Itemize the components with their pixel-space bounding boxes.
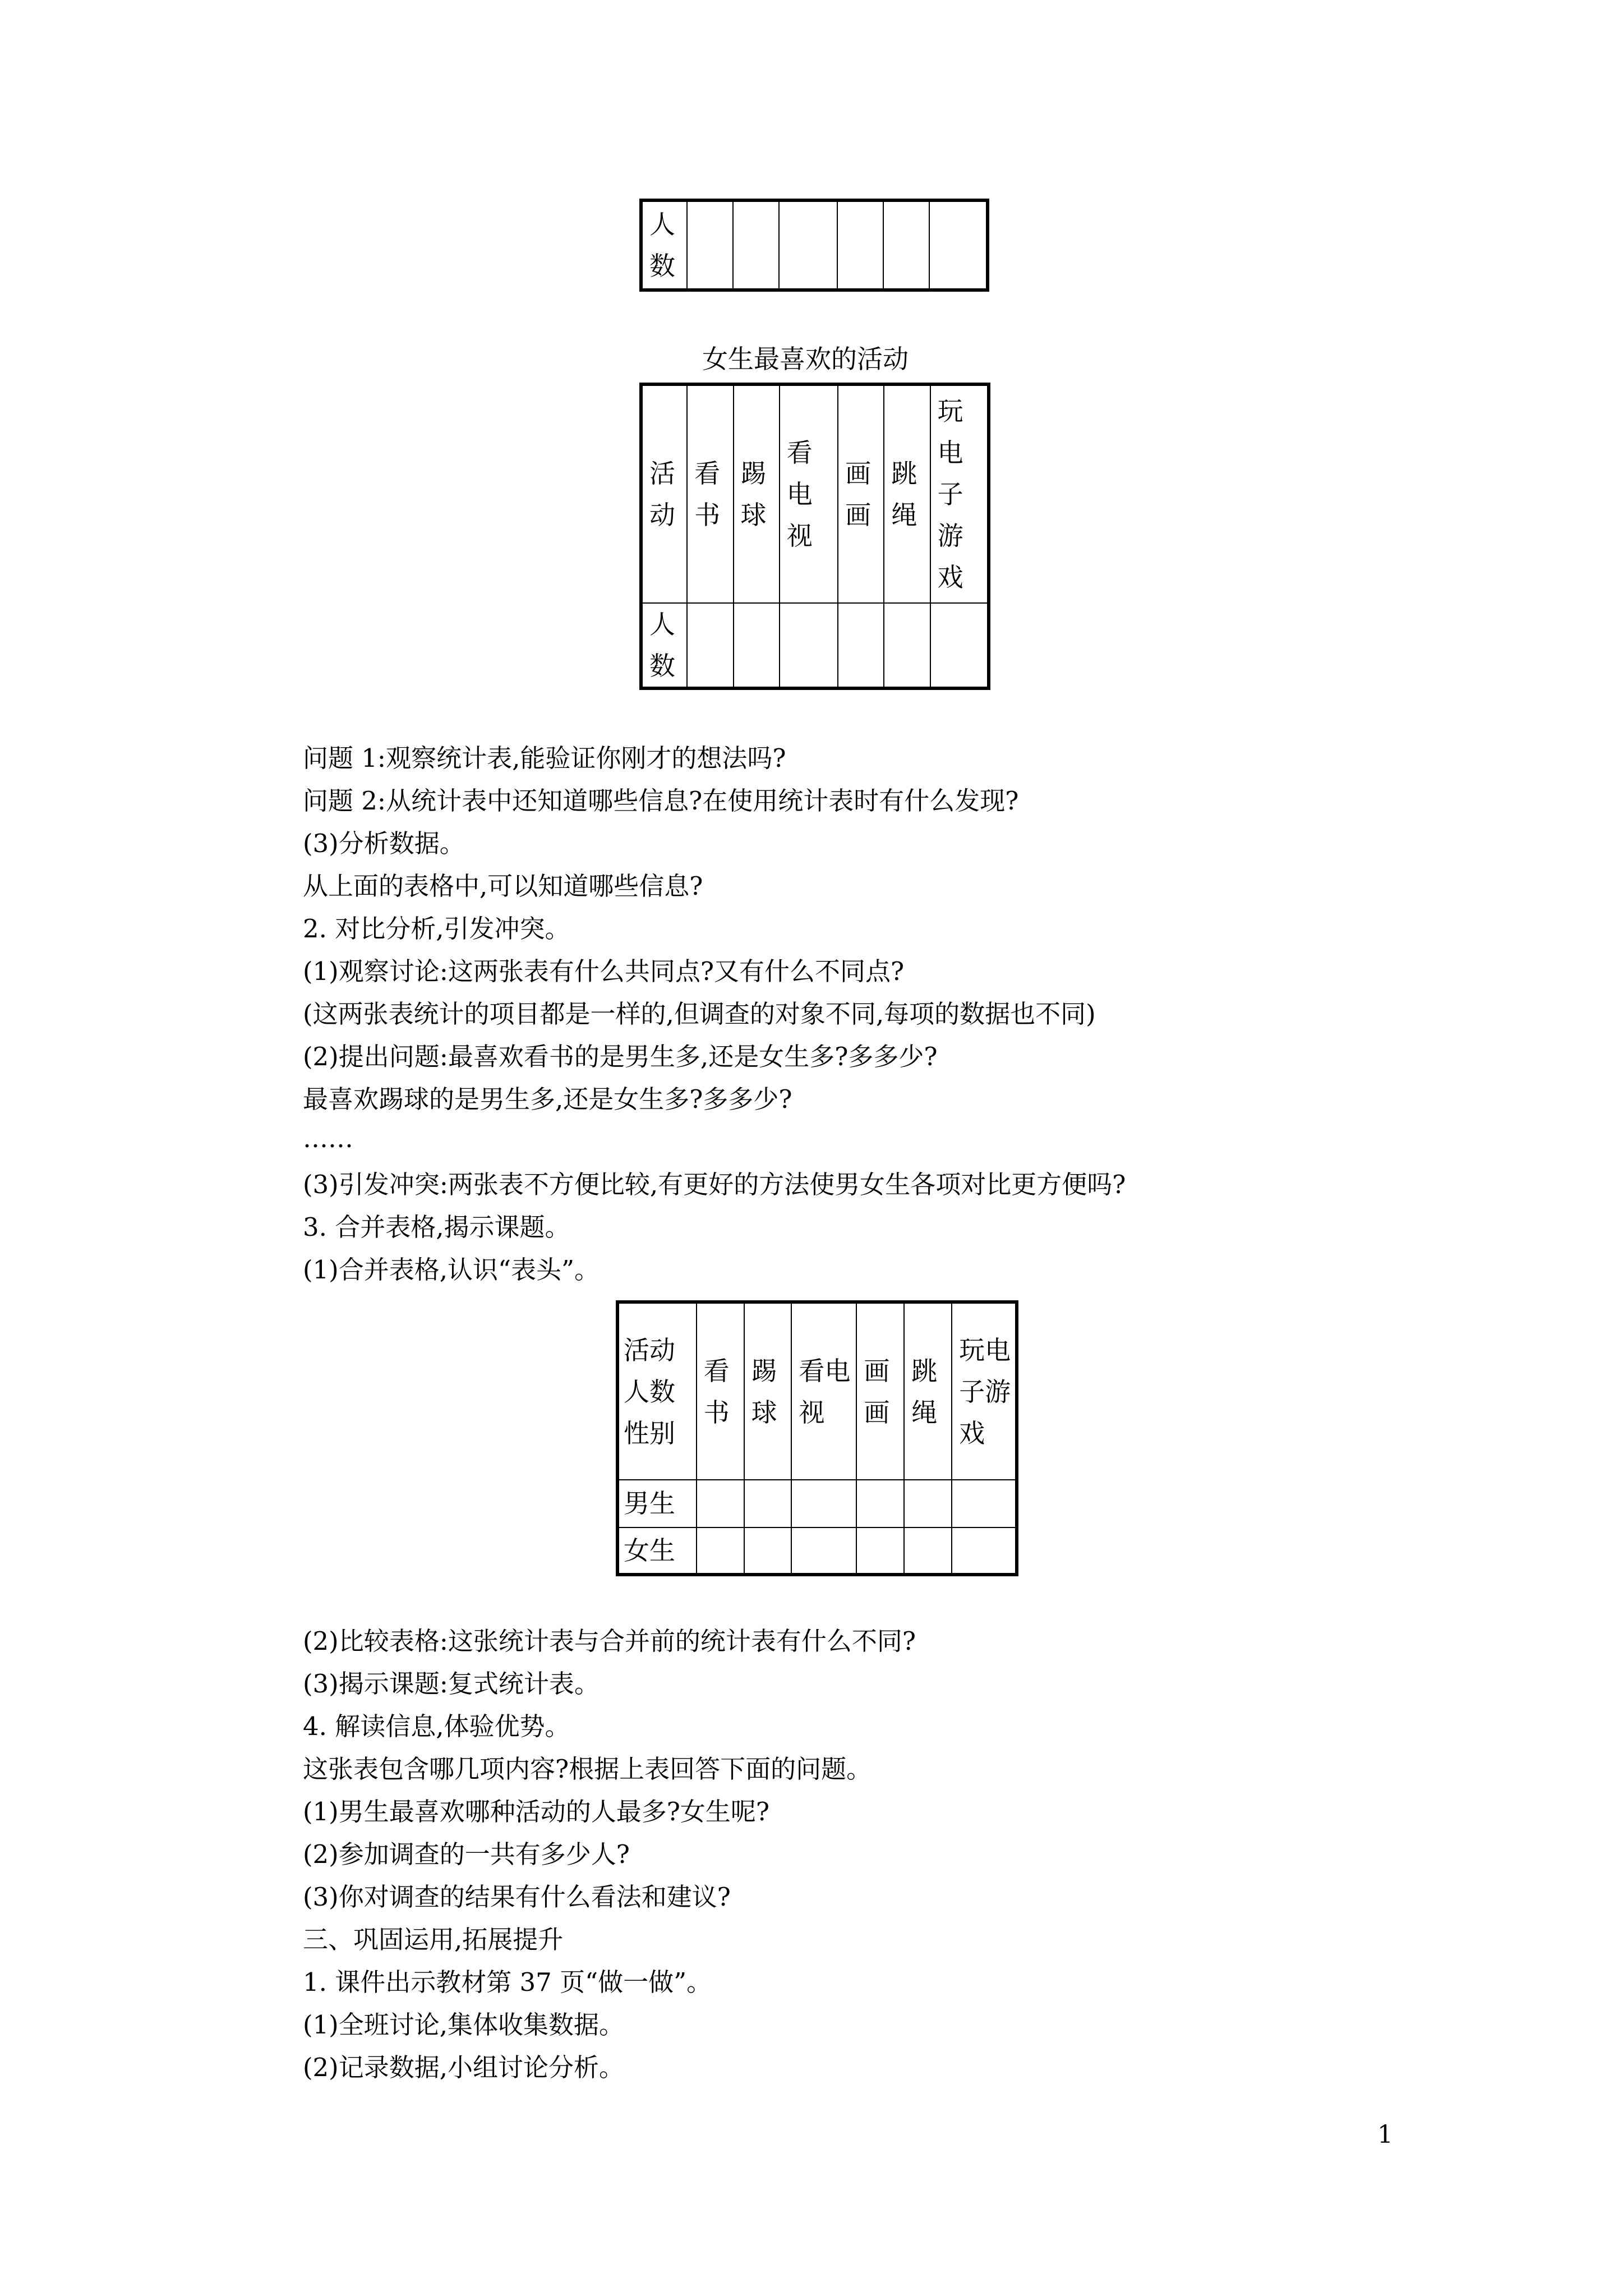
text-line: 2. 对比分析,引发冲突。 bbox=[303, 914, 570, 944]
text-line: (3)分析数据。 bbox=[303, 829, 465, 858]
empty-cell bbox=[791, 1480, 856, 1527]
text-line: 4. 解读信息,体验优势。 bbox=[303, 1711, 570, 1741]
empty-cell bbox=[744, 1480, 792, 1527]
activity-cell: 玩电子游戏 bbox=[952, 1302, 1017, 1480]
empty-cell bbox=[697, 1527, 744, 1575]
activity-cell: 跳绳 bbox=[904, 1302, 952, 1480]
empty-cell bbox=[904, 1527, 952, 1575]
activity-cell: 画画 bbox=[838, 384, 884, 603]
empty-cell bbox=[837, 200, 883, 290]
empty-cell bbox=[780, 603, 838, 688]
empty-cell bbox=[687, 603, 733, 688]
empty-cell bbox=[697, 1480, 744, 1527]
activity-cell: 看电视 bbox=[791, 1302, 856, 1480]
activity-cell: 看书 bbox=[687, 384, 733, 603]
text-line: (3)揭示课题:复式统计表。 bbox=[303, 1669, 600, 1699]
empty-cell bbox=[929, 200, 988, 290]
empty-cell bbox=[883, 200, 929, 290]
text-line: 问题 1:观察统计表,能验证你刚才的想法吗? bbox=[303, 743, 786, 773]
empty-cell bbox=[856, 1480, 904, 1527]
header-activity: 活动 bbox=[641, 384, 687, 603]
text-line: (1)全班讨论,集体收集数据。 bbox=[303, 2010, 625, 2040]
empty-cell bbox=[744, 1527, 792, 1575]
text-line: (2)比较表格:这张统计表与合并前的统计表有什么不同? bbox=[303, 1626, 916, 1656]
top-table bbox=[639, 199, 989, 292]
activity-cell: 玩电子游戏 bbox=[930, 384, 989, 603]
activity-cell: 看书 bbox=[697, 1302, 744, 1480]
girls-table-caption: 女生最喜欢的活动 bbox=[702, 344, 909, 374]
text-line: (2)提出问题:最喜欢看书的是男生多,还是女生多?多多少? bbox=[303, 1042, 938, 1071]
empty-cell bbox=[952, 1527, 1017, 1575]
text-line: (这两张表统计的项目都是一样的,但调查的对象不同,每项的数据也不同) bbox=[303, 999, 1096, 1029]
text-line: 从上面的表格中,可以知道哪些信息? bbox=[303, 871, 703, 901]
text-line: 最喜欢踢球的是男生多,还是女生多?多多少? bbox=[303, 1084, 792, 1114]
text-line: 1. 课件出示教材第 37 页“做一做”。 bbox=[303, 1967, 712, 1997]
text-line: (1)观察讨论:这两张表有什么共同点?又有什么不同点? bbox=[303, 956, 905, 986]
header-gender: 性别 bbox=[624, 1418, 675, 1448]
text-line: …… bbox=[303, 1124, 353, 1153]
empty-cell bbox=[779, 200, 837, 290]
activity-cell: 踢球 bbox=[744, 1302, 792, 1480]
text-line: (3)引发冲突:两张表不方便比较,有更好的方法使男女生各项对比更方便吗? bbox=[303, 1170, 1126, 1199]
empty-cell bbox=[734, 603, 780, 688]
text-line: 3. 合并表格,揭示课题。 bbox=[303, 1212, 570, 1242]
row-label-girls: 女生 bbox=[617, 1527, 697, 1575]
activity-cell: 踢球 bbox=[734, 384, 780, 603]
text-line: (1)男生最喜欢哪种活动的人最多?女生呢? bbox=[303, 1797, 769, 1826]
empty-cell bbox=[687, 200, 733, 290]
empty-cell bbox=[952, 1480, 1017, 1527]
text-line: (1)合并表格,认识“表头”。 bbox=[303, 1255, 600, 1285]
empty-cell bbox=[904, 1480, 952, 1527]
empty-cell bbox=[856, 1527, 904, 1575]
empty-cell bbox=[791, 1527, 856, 1575]
text-line: 这张表包含哪几项内容?根据上表回答下面的问题。 bbox=[303, 1754, 872, 1784]
activity-cell: 跳绳 bbox=[884, 384, 930, 603]
empty-cell bbox=[930, 603, 989, 688]
text-line: 问题 2:从统计表中还知道哪些信息?在使用统计表时有什么发现? bbox=[303, 786, 1019, 816]
text-line: (3)你对调查的结果有什么看法和建议? bbox=[303, 1882, 731, 1912]
table-header-cell bbox=[617, 1302, 697, 1480]
row-label-count: 人数 bbox=[641, 200, 687, 290]
row-label-boys: 男生 bbox=[617, 1480, 697, 1527]
activity-cell: 看电视 bbox=[780, 384, 838, 603]
text-line: (2)参加调查的一共有多少人? bbox=[303, 1839, 630, 1869]
empty-cell bbox=[733, 200, 779, 290]
activity-cell: 画画 bbox=[856, 1302, 904, 1480]
header-count: 人数 bbox=[624, 1376, 675, 1407]
empty-cell bbox=[884, 603, 930, 688]
combined-activity-table bbox=[616, 1300, 1018, 1576]
section-heading: 三、巩固运用,拓展提升 bbox=[303, 1925, 564, 1954]
row-label-count: 人数 bbox=[641, 603, 687, 688]
girls-activity-table bbox=[639, 383, 990, 690]
header-activity: 活动 bbox=[624, 1335, 675, 1365]
empty-cell bbox=[838, 603, 884, 688]
text-line: (2)记录数据,小组讨论分析。 bbox=[303, 2053, 625, 2082]
page-number: 1 bbox=[1377, 2120, 1393, 2149]
